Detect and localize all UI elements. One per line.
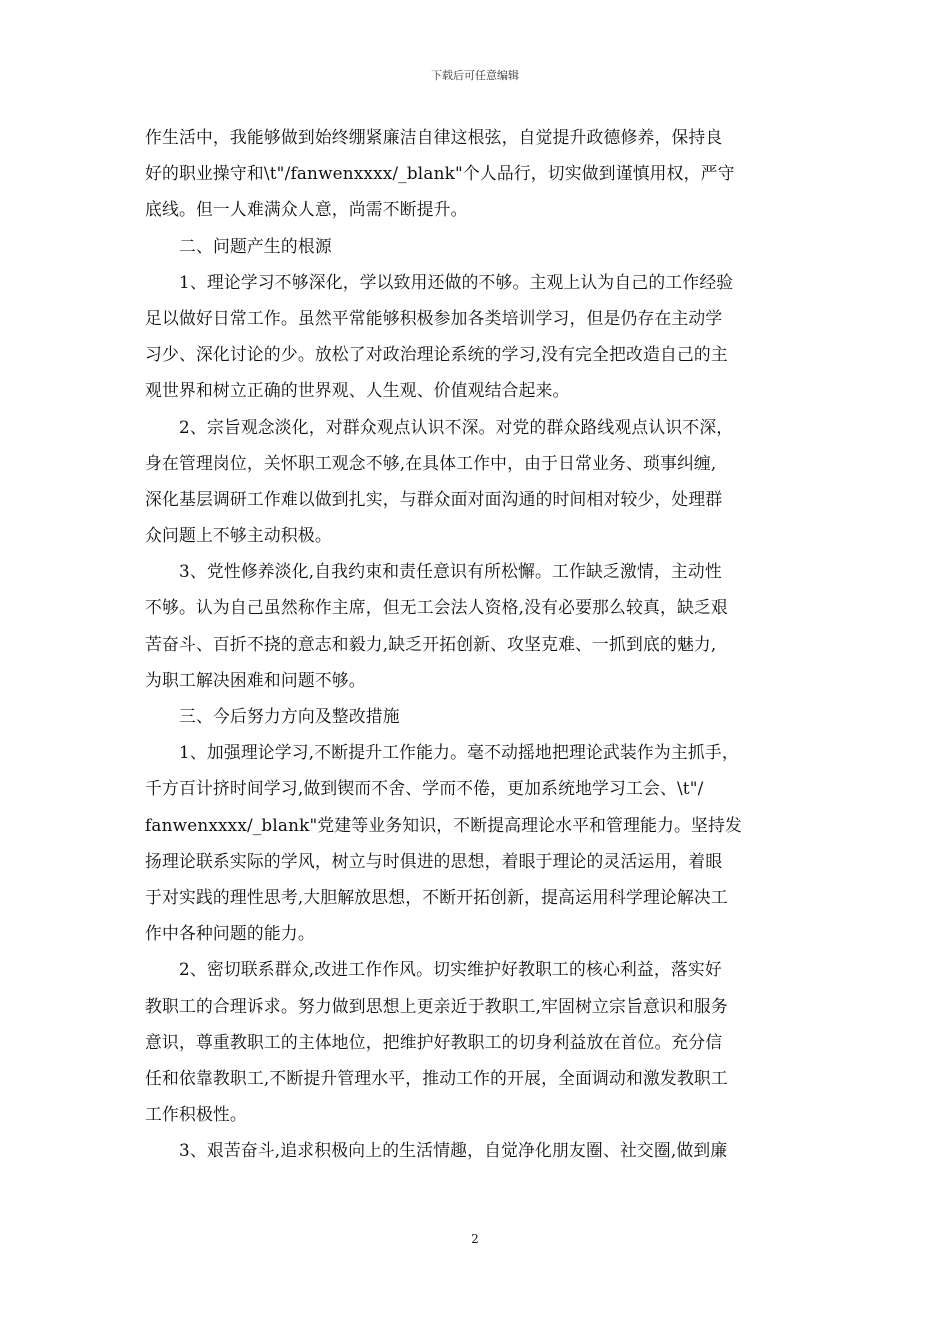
text-line: fanwenxxxx/_blank"党建等业务知识，不断提高理论水平和管理能力。坚持发: [145, 814, 742, 835]
document-body: [145, 119, 810, 1168]
text-line: 众问题上不够主动积极。: [145, 525, 332, 546]
text-line: 作生活中，我能够做到始终绷紧廉洁自律这根弦，自觉提升政德修养，保持良: [145, 127, 723, 147]
text-line: 2、密切联系群众,改进工作作风。切实维护好教职工的核心利益，落实好: [179, 959, 722, 980]
text-line: 身在管理岗位，关怀职工观念不够,在具体工作中，由于日常业务、琐事纠缠,: [145, 452, 717, 473]
page-header: 下载后可任意编辑: [431, 69, 519, 82]
text-line: 深化基层调研工作难以做到扎实，与群众面对面沟通的时间相对较少，处理群: [145, 488, 723, 509]
text-line: 意识，尊重教职工的主体地位，把维护好教职工的切身利益放在首位。充分信: [145, 1031, 723, 1052]
text-line: 观世界和树立正确的世界观、人生观、价值观结合起来。: [145, 380, 570, 401]
text-line: 好的职业操守和\t"/fanwenxxxx/_blank"个人品行，切实做到谨慎用权，严守: [145, 163, 735, 184]
text-line: 2、宗旨观念淡化，对群众观点认识不深。对党的群众路线观点认识不深，: [179, 416, 734, 437]
text-line: 千方百计挤时间学习,做到锲而不舍、学而不倦，更加系统地学习工会、\t"/: [145, 778, 704, 799]
text-line: 底线。但一人难满众人意，尚需不断提升。: [145, 199, 468, 220]
text-line: 足以做好日常工作。虽然平常能够积极参加各类培训学习，但是仍存在主动学: [145, 307, 723, 328]
text-line: 任和依靠教职工,不断提升管理水平，推动工作的开展，全面调动和激发教职工: [145, 1067, 728, 1088]
page-number: 2: [471, 1232, 479, 1246]
text-line: 不够。认为自己虽然称作主席，但无工会法人资格,没有必要那么较真，缺乏艰: [145, 597, 728, 618]
text-line: 3、艰苦奋斗,追求积极向上的生活情趣，自觉净化朋友圈、社交圈,做到廉: [179, 1140, 728, 1161]
section-heading: 二、问题产生的根源: [179, 235, 332, 256]
section-heading: 三、今后努力方向及整改措施: [179, 706, 400, 726]
text-line: 1、理论学习不够深化，学以致用还做的不够。主观上认为自己的工作经验: [179, 271, 734, 292]
text-line: 1、加强理论学习,不断提升工作能力。毫不动摇地把理论武装作为主抓手，: [179, 742, 739, 763]
text-line: 3、党性修养淡化,自我约束和责任意识有所松懈。工作缺乏激情，主动性: [179, 561, 722, 582]
text-line: 于对实践的理性思考,大胆解放思想，不断开拓创新，提高运用科学理论解决工: [145, 886, 728, 907]
text-line: 为职工解决困难和问题不够。: [145, 669, 366, 690]
text-line: 作中各种问题的能力。: [145, 923, 315, 944]
text-line: 教职工的合理诉求。努力做到思想上更亲近于教职工,牢固树立宗旨意识和服务: [145, 995, 728, 1016]
text-line: 工作积极性。: [145, 1104, 247, 1125]
text-line: 扬理论联系实际的学风，树立与时俱进的思想，着眼于理论的灵活运用，着眼: [145, 850, 723, 871]
text-line: 苦奋斗、百折不挠的意志和毅力,缺乏开拓创新、攻坚克难、一抓到底的魅力,: [145, 633, 717, 654]
text-line: 习少、深化讨论的少。放松了对政治理论系统的学习,没有完全把改造自己的主: [145, 344, 728, 365]
